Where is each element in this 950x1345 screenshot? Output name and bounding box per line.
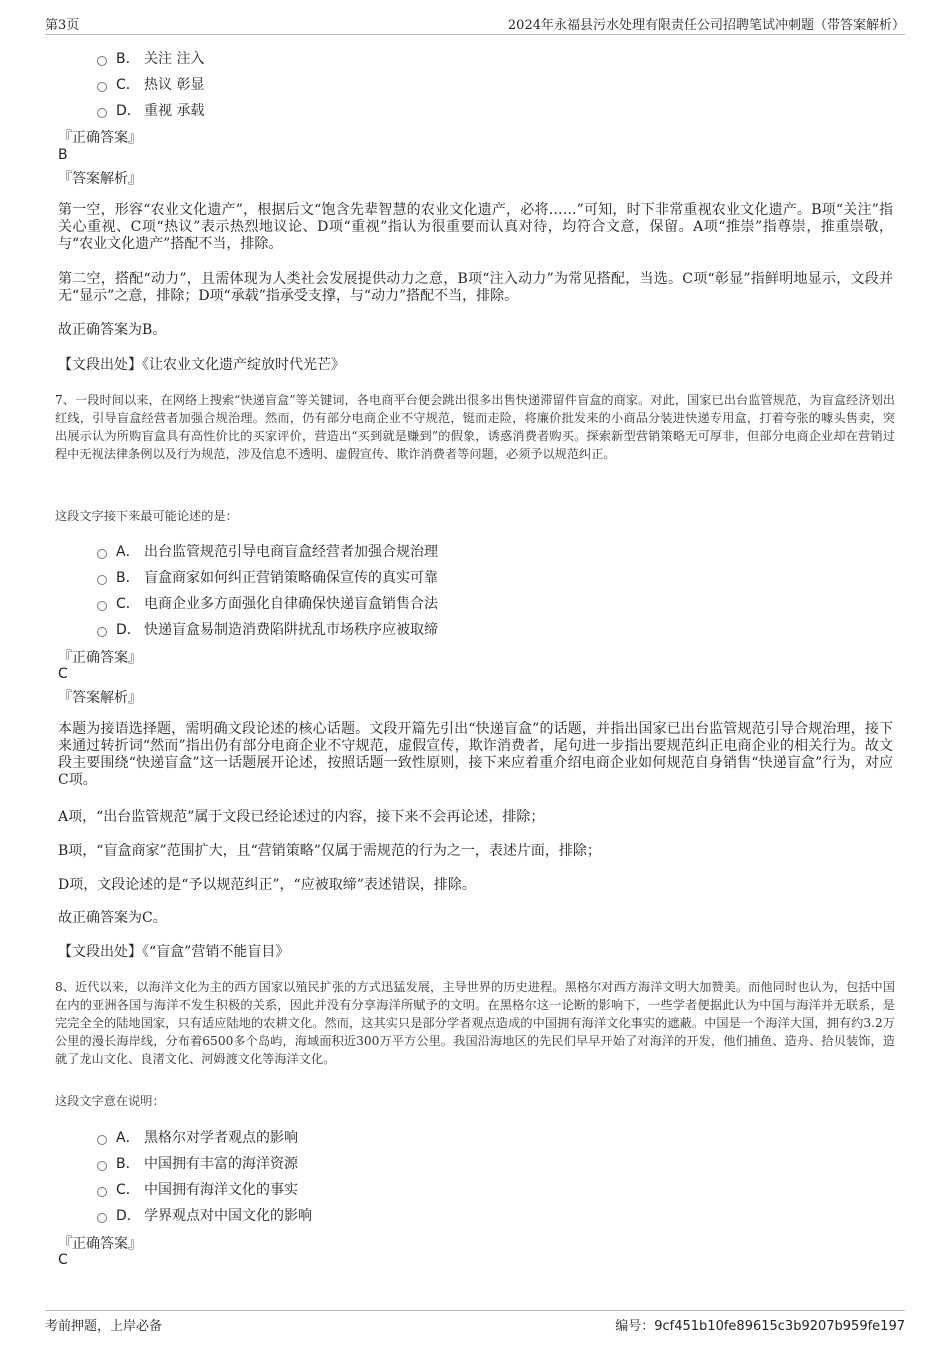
radio-icon[interactable] [97, 601, 107, 611]
q8-answer-label: 『正确答案』 [58, 1236, 142, 1252]
radio-icon[interactable] [97, 1135, 107, 1145]
q7-answer: C [58, 666, 68, 682]
q8-question: 这段文字意在说明： [55, 1094, 165, 1108]
code-value: 9cf451b10fe89615c3b9207b959fe197 [654, 1319, 905, 1334]
q6-analysis-label: 『答案解析』 [58, 171, 142, 187]
q8-option-a[interactable]: A． 黑格尔对学者观点的影响 [97, 1127, 298, 1147]
radio-icon[interactable] [97, 82, 107, 92]
radio-icon[interactable] [97, 108, 107, 118]
radio-icon[interactable] [97, 549, 107, 559]
q7-stem: 7、一段时间以来，在网络上搜索“快递盲盒”等关键词，各电商平台便会跳出很多出售快递滞留件盲盒的商家。对此，国家已出台监管规范，为盲盒经济划出红线，引导盲盒经营者加强合规治理。然而，仍有部分电商企业不守规范，铤而走险，将廉价批发来的小商品分装进快递专用盒，打着夸张的噱头售卖，突出展示认为所购盲盒具有高性价比的买家评价，营造出“买到就是赚到”的假象，诱惑消费者购买。探索新型营销策略无可厚非，但部分电商企业却在营销过程中无视法律条例以及行为规范，涉及信息不透明、虚假宣传、欺诈消费者等问题，必须予以规范纠正。 [55, 393, 895, 461]
footer-slogan: 考前押题，上岸必备 [45, 1319, 163, 1334]
q8-option-c[interactable]: C． 中国拥有海洋文化的事实 [97, 1179, 298, 1199]
q8-option-d[interactable]: D． 学界观点对中国文化的影响 [97, 1205, 312, 1225]
radio-icon[interactable] [97, 1213, 107, 1223]
q7-conclusion: 故正确答案为C。 [58, 910, 167, 926]
q6-answer-label: 『正确答案』 [58, 130, 142, 146]
q6-option-b[interactable]: B． 关注 注入 [97, 48, 204, 68]
page-footer [45, 1310, 905, 1333]
radio-icon[interactable] [97, 1161, 107, 1171]
q7-answer-label: 『正确答案』 [58, 650, 142, 666]
q6-answer: B [58, 147, 68, 163]
page-header [45, 14, 905, 35]
document-code [615, 1315, 905, 1334]
q6-option-c[interactable]: C． 热议 彰显 [97, 74, 204, 94]
q7-option-b[interactable]: B． 盲盒商家如何纠正营销策略确保宣传的真实可靠 [97, 567, 438, 587]
radio-icon[interactable] [97, 575, 107, 585]
q7-analysis-paragraph: D项，文段论述的是“予以规范纠正”，“应被取缔”表述错误，排除。 [58, 877, 476, 893]
radio-icon[interactable] [97, 56, 107, 66]
q6-analysis-paragraph: 第一空，形容“农业文化遗产”，根据后文“饱含先辈智慧的农业文化遗产，必将……”可知，时下非常重视农业文化遗产。B项“关注”指关心重视、C项“热议”表示热烈地议论、D项“重视”指认为很重要而认真对待，均符合文意，保留。A项“推崇”指尊崇，推重崇敬，与“农业文化遗产”搭配不当，排除。 [58, 202, 893, 252]
q8-answer: C [58, 1252, 68, 1268]
q7-option-d[interactable]: D． 快递盲盒易制造消费陷阱扰乱市场秩序应被取缔 [97, 619, 438, 639]
page-number: 第3页 [45, 18, 80, 33]
q6-conclusion: 故正确答案为B。 [58, 322, 167, 338]
q7-source: 【文段出处】《“盲盒”营销不能盲目》 [58, 944, 290, 960]
q8-stem: 8、近代以来，以海洋文化为主的西方国家以殖民扩张的方式迅猛发展，主导世界的历史进程。黑格尔对西方海洋文明大加赞美。而他同时也认为，包括中国在内的亚洲各国与海洋不发生积极的关系，因此并没有分享海洋所赋予的文明。在黑格尔这一论断的影响下，一些学者便据此认为中国与海洋并无联系，是完完全全的陆地国家，只有适应陆地的农耕文化。然而，这其实只是部分学者观点造成的中国拥有海洋文化事实的遮蔽。中国是一个海洋大国，拥有约3.2万公里的漫长海岸线，分布着6500多个岛屿，海域面积近300万平方公里。我国沿海地区的先民们早早开始了对海洋的开发，他们捕鱼、造舟、拾贝装饰，造就了龙山文化、良渚文化、河姆渡文化等海洋文化。 [55, 980, 895, 1066]
q7-analysis-label: 『答案解析』 [58, 690, 142, 706]
q7-question: 这段文字接下来最可能论述的是： [55, 509, 238, 523]
q6-option-d[interactable]: D． 重视 承载 [97, 100, 204, 120]
q6-analysis-paragraph: 第二空，搭配“动力”，且需体现为人类社会发展提供动力之意，B项“注入动力”为常见搭配，当选。C项“彰显”指鲜明地显示，文段并无“显示”之意，排除；D项“承载”指承受支撑，与“动力”搭配不当，排除。 [58, 271, 893, 304]
document-title: 2024年永福县污水处理有限责任公司招聘笔试冲刺题（带答案解析） [507, 18, 905, 33]
q7-analysis-paragraph: 本题为接语选择题，需明确文段论述的核心话题。文段开篇先引出“快递盲盒”的话题，并指出国家已出台监管规范引导合规治理，接下来通过转折词“然而”指出仍有部分电商企业不守规范，虚假宣传，欺诈消费者，尾句进一步指出要规范纠正电商企业的相关行为。故文段主要围绕“快递盲盒”这一话题展开论述，按照话题一致性原则，接下来应着重介绍电商企业如何规范自身销售“快递盲盒”行为，对应C项。 [58, 721, 893, 788]
code-label: 编号： [615, 1319, 655, 1334]
q7-analysis-paragraph: B项，“盲盒商家”范围扩大，且“营销策略”仅属于需规范的行为之一，表述片面，排除； [58, 843, 601, 859]
q7-option-c[interactable]: C． 电商企业多方面强化自律确保快递盲盒销售合法 [97, 593, 438, 613]
q7-option-a[interactable]: A． 出台监管规范引导电商盲盒经营者加强合规治理 [97, 541, 438, 561]
radio-icon[interactable] [97, 1187, 107, 1197]
q8-option-b[interactable]: B． 中国拥有丰富的海洋资源 [97, 1153, 298, 1173]
radio-icon[interactable] [97, 627, 107, 637]
q6-source: 【文段出处】《让农业文化遗产绽放时代光芒》 [58, 357, 345, 373]
q7-analysis-paragraph: A项，“出台监管规范”属于文段已经论述过的内容，接下来不会再论述，排除； [58, 809, 545, 825]
